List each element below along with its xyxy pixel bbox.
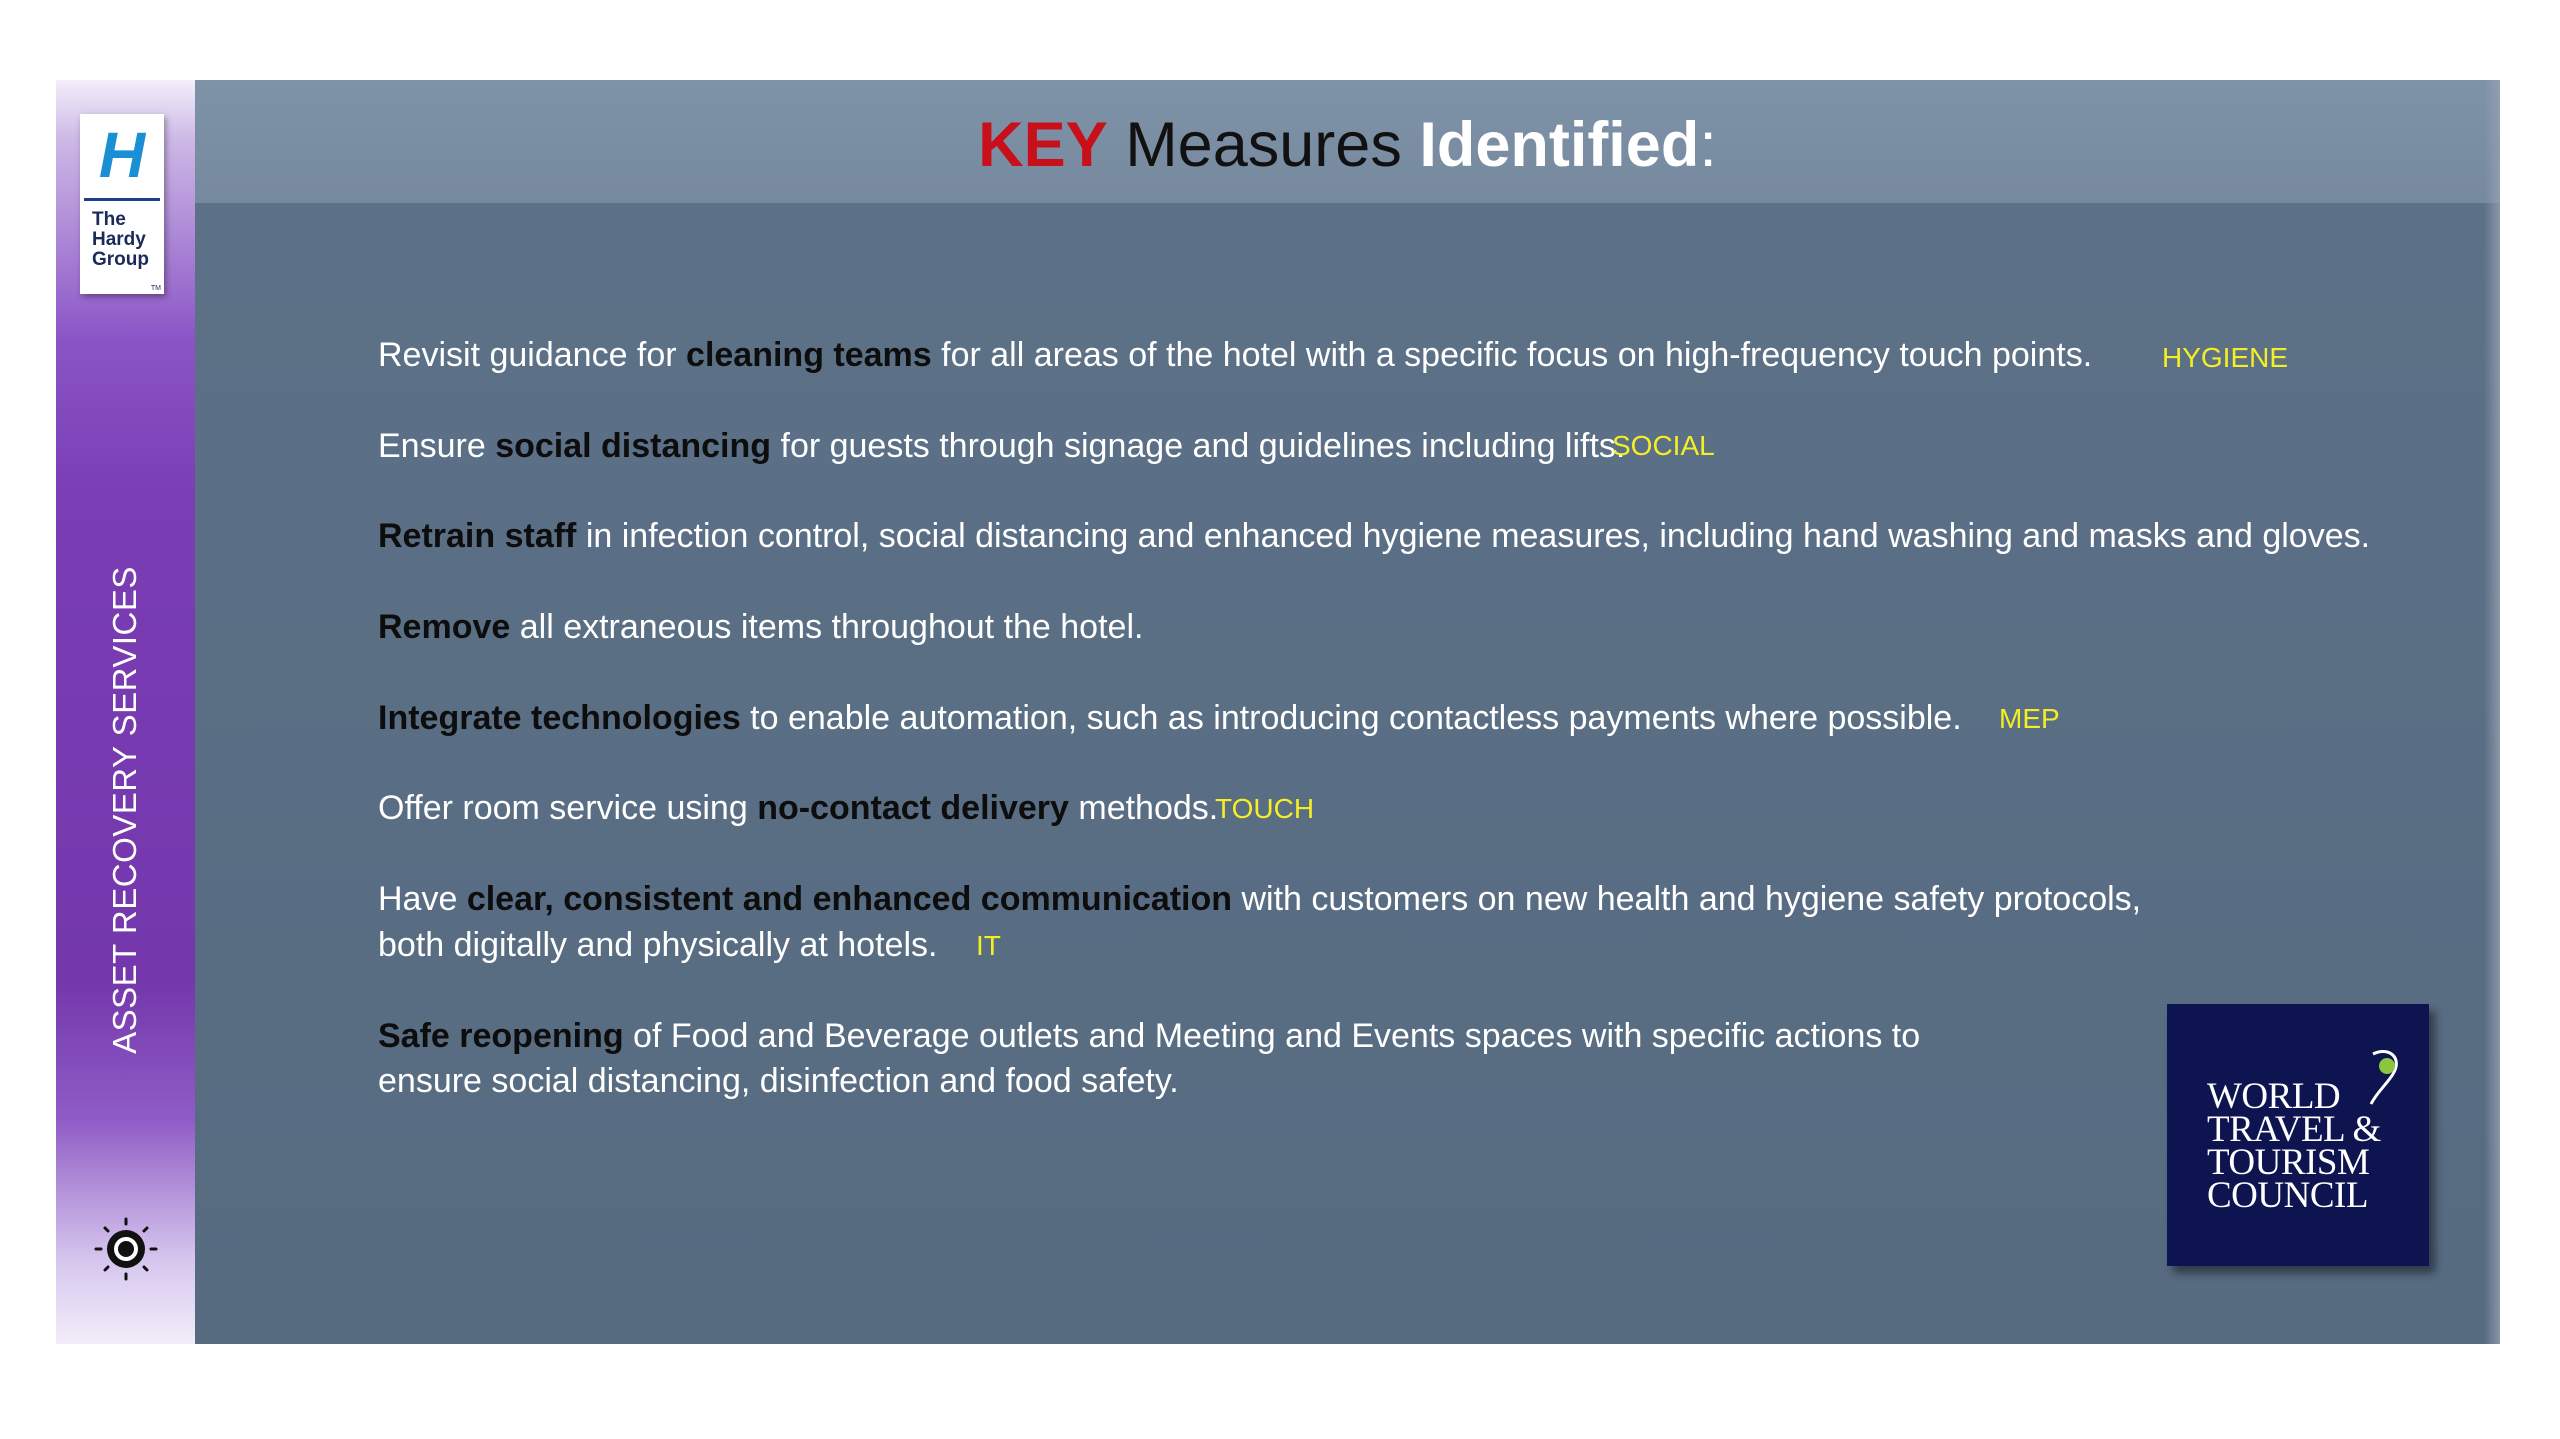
slide	[56, 80, 2500, 1344]
hardy-group-logo	[80, 114, 164, 294]
tag-social: SOCIAL	[1612, 430, 1715, 461]
measure-item-technologies	[378, 695, 1962, 741]
measure-highlight: no-contact delivery	[757, 789, 1069, 827]
measure-highlight: clear, consistent and enhanced communication	[466, 880, 1233, 918]
wttc-line: COUNCIL	[2207, 1175, 2368, 1216]
measure-text: of Food and Beverage outlets and Meeting and Events spaces with specific actions to	[623, 1017, 1921, 1055]
measure-item-cleaning	[378, 332, 2092, 378]
title-colon: :	[1699, 110, 1717, 180]
measure-text: in infection control, social distancing and enhanced hygiene measures, including hand washing and masks and gloves.	[576, 517, 2371, 555]
logo-letter: H	[98, 119, 146, 191]
logo-name	[92, 210, 162, 270]
measure-text: to enable automation, such as introducing contactless payments where possible.	[740, 699, 1962, 737]
logo-name-line: Group	[92, 249, 149, 270]
measure-item-reopening-line2: ensure social distancing, disinfection and food safety.	[378, 1062, 1179, 1100]
logo-name-line: Hardy	[92, 229, 146, 250]
tag-hygiene: HYGIENE	[2162, 342, 2289, 373]
tag-touch: TOUCH	[1215, 793, 1315, 824]
title-measures: Measures	[1125, 110, 1402, 180]
panel-edge-shadow	[2484, 80, 2500, 1344]
logo-name-line: The	[92, 209, 126, 230]
eye-icon	[88, 1211, 164, 1287]
page-title	[195, 80, 2500, 203]
measure-highlight: Retrain staff	[378, 517, 577, 555]
measure-item-distancing	[378, 423, 1625, 469]
measure-text: Offer room service using	[378, 789, 758, 827]
title-key: KEY	[978, 110, 1108, 180]
measure-text: with customers on new health and hygiene safety protocols,	[1232, 880, 2142, 918]
measure-item-reopening	[378, 1013, 1920, 1059]
sidebar	[56, 80, 195, 1344]
wttc-text	[2207, 1076, 2417, 1216]
measure-text: all extraneous items throughout the hotel.	[510, 608, 1144, 646]
measure-text: methods.	[1068, 789, 1219, 827]
measure-item-delivery	[378, 785, 1218, 831]
tag-mep: MEP	[1999, 703, 2060, 734]
measure-text: for guests through signage and guidelines including lifts.	[771, 427, 1626, 465]
measure-text: Revisit guidance for	[378, 336, 687, 374]
logo-divider	[84, 198, 160, 201]
measure-item-communication-line2: both digitally and physically at hotels.	[378, 926, 938, 964]
wttc-line: WORLD	[2207, 1076, 2341, 1117]
logo-trademark: TM	[150, 285, 161, 292]
measure-highlight: cleaning teams	[686, 336, 932, 374]
measure-text: Ensure	[378, 427, 496, 465]
measure-highlight: Integrate technologies	[378, 699, 741, 737]
title-identified: Identified	[1419, 110, 1700, 180]
measure-item-communication	[378, 876, 2141, 922]
measure-text: for all areas of the hotel with a specific focus on high-frequency touch points.	[931, 336, 2093, 374]
wttc-line: TOURISM	[2207, 1142, 2370, 1183]
title-bar	[195, 80, 2500, 203]
measure-highlight: Remove	[378, 608, 511, 646]
measure-highlight: social distancing	[495, 427, 772, 465]
content-panel	[195, 80, 2500, 1344]
wttc-line: TRAVEL &	[2207, 1109, 2381, 1150]
measure-highlight: Safe reopening	[378, 1017, 624, 1055]
measure-item-remove	[378, 604, 1143, 650]
measure-item-retrain	[378, 513, 2370, 559]
tag-it: IT	[976, 930, 1001, 961]
wttc-logo	[2167, 1004, 2429, 1266]
measure-text: Have	[378, 880, 467, 918]
sidebar-vertical-label: ASSET RECOVERY SERVICES	[106, 566, 143, 1054]
